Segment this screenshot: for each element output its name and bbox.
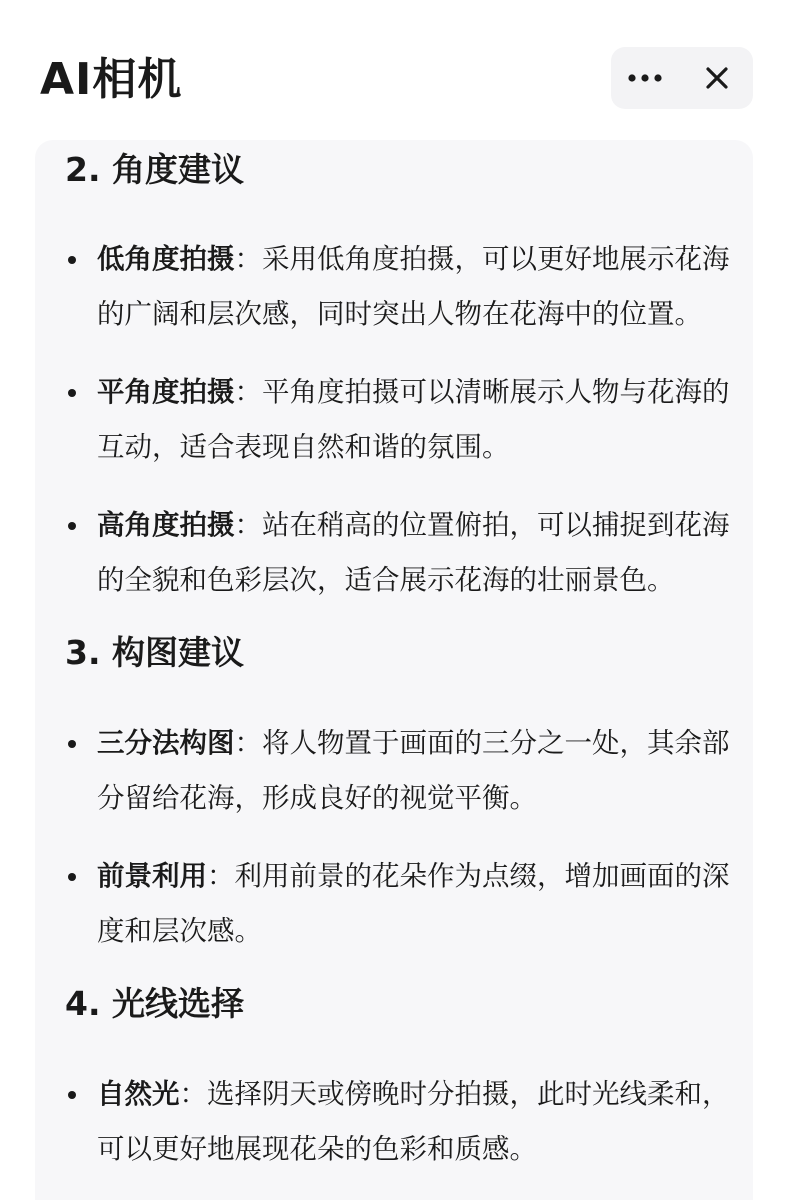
more-horizontal-icon (627, 73, 663, 83)
item-text: 将人物置于画面的三分之一处，其余部分留给花海，形成良好的视觉平衡。 (97, 727, 730, 814)
item-separator: ： (234, 243, 262, 275)
item-text: 采用低角度拍摄，可以更好地展示花海的广阔和层次感，同时突出人物在花海中的位置。 (97, 243, 730, 330)
response-content (65, 140, 735, 1177)
list-item (65, 1067, 735, 1177)
item-text: 利用前景的花朵作为点缀，增加画面的深度和层次感。 (97, 860, 730, 947)
list-item (65, 849, 735, 959)
item-term: 高角度拍摄 (97, 509, 235, 541)
item-text: 选择阴天或傍晚时分拍摄，此时光线柔和，可以更好地展现花朵的色彩和质感。 (97, 1078, 730, 1165)
item-term: 自然光 (97, 1078, 180, 1110)
app-title: AI相机 (40, 54, 183, 105)
item-text: 站在稍高的位置俯拍，可以捕捉到花海的全貌和色彩层次，适合展示花海的壮丽景色。 (97, 509, 730, 596)
close-icon (706, 67, 728, 89)
item-term: 前景利用 (97, 860, 207, 892)
item-term: 平角度拍摄 (97, 376, 235, 408)
bullet-dot (68, 389, 76, 397)
bullet-dot (68, 740, 76, 748)
item-separator: ： (234, 509, 262, 541)
item-term: 三分法构图 (97, 727, 235, 759)
item-separator: ： (234, 727, 262, 759)
section-heading-lighting: 4. 光线选择 (65, 984, 244, 1023)
close-button[interactable] (695, 57, 739, 99)
ai-response-card (35, 140, 753, 1200)
list-item (65, 232, 735, 342)
section-heading-angle: 2. 角度建议 (65, 150, 244, 189)
top-bar (0, 0, 793, 140)
item-term: 低角度拍摄 (97, 243, 235, 275)
item-text: 平角度拍摄可以清晰展示人物与花海的互动，适合表现自然和谐的氛围。 (97, 376, 730, 463)
list-item (65, 365, 735, 475)
bullet-dot (68, 1091, 76, 1099)
section-heading-composition: 3. 构图建议 (65, 633, 244, 672)
more-button[interactable] (623, 59, 667, 97)
item-separator: ： (207, 860, 235, 892)
item-separator: ： (234, 376, 262, 408)
bullet-dot (68, 256, 76, 264)
list-item (65, 716, 735, 826)
list-item (65, 498, 735, 608)
bullet-dot (68, 522, 76, 530)
item-separator: ： (179, 1078, 207, 1110)
bullet-dot (68, 873, 76, 881)
header-actions (611, 47, 753, 109)
